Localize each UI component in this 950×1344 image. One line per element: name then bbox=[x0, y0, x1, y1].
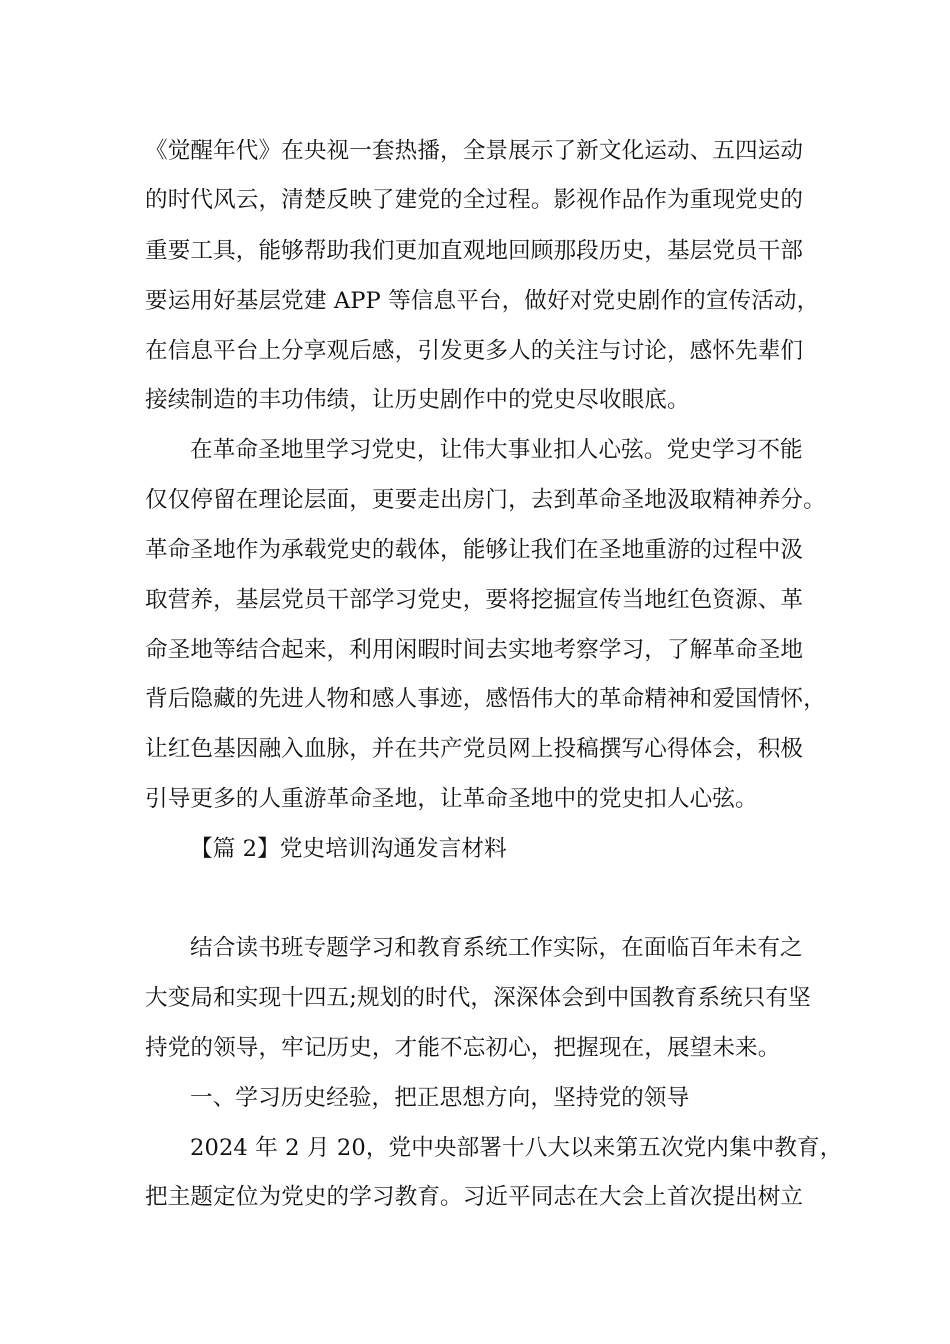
paragraph-1-line-6: 接续制造的丰功伟绩，让历史剧作中的党史尽收眼底。 bbox=[145, 387, 690, 413]
paragraph-3-line-3: 持党的领导，牢记历史，才能不忘初心，把握现在，展望未来。 bbox=[145, 1035, 781, 1061]
paragraph-2-line-6: 背后隐藏的先进人物和感人事迹，感悟伟大的革命精神和爱国情怀， bbox=[145, 686, 826, 712]
section-title: 【篇 2】党史培训沟通发言材料 bbox=[190, 836, 507, 862]
paragraph-1-line-5: 在信息平台上分享观后感，引发更多人的关注与讨论，感怀先辈们 bbox=[145, 338, 804, 364]
paragraph-3-line-2: 大变局和实现十四五;规划的时代，深深体会到中国教育系统只有坚 bbox=[145, 985, 811, 1011]
paragraph-1-line-3: 重要工具，能够帮助我们更加直观地回顾那段历史，基层党员干部 bbox=[145, 238, 804, 264]
paragraph-1-line-1: 《觉醒年代》在央视一套热播，全景展示了新文化运动、五四运动 bbox=[145, 138, 804, 164]
paragraph-2-line-1: 在革命圣地里学习党史，让伟大事业扣人心弦。党史学习不能 bbox=[190, 437, 803, 463]
paragraph-1-line-2: 的时代风云，清楚反映了建党的全过程。影视作品作为重现党史的 bbox=[145, 187, 804, 213]
paragraph-4-line-2: 把主题定位为党史的学习教育。习近平同志在大会上首次提出树立 bbox=[145, 1184, 804, 1210]
subheading-1: 一、学习历史经验，把正思想方向，坚持党的领导 bbox=[190, 1085, 690, 1111]
paragraph-2-line-4: 取营养，基层党员干部学习党史，要将挖掘宣传当地红色资源、革 bbox=[145, 587, 804, 613]
paragraph-2-line-5: 命圣地等结合起来，利用闲暇时间去实地考察学习，了解革命圣地 bbox=[145, 637, 804, 663]
paragraph-2-line-3: 革命圣地作为承载党史的载体，能够让我们在圣地重游的过程中汲 bbox=[145, 537, 804, 563]
paragraph-3-line-1: 结合读书班专题学习和教育系统工作实际，在面临百年未有之 bbox=[190, 935, 803, 961]
paragraph-4-line-1: 2024 年 2 月 20，党中央部署十八大以来第五次党内集中教育， bbox=[190, 1135, 843, 1161]
paragraph-2-line-2: 仅仅停留在理论层面，更要走出房门，去到革命圣地汲取精神养分。 bbox=[145, 487, 826, 513]
paragraph-2-line-7: 让红色基因融入血脉，并在共产党员网上投稿撰写心得体会，积极 bbox=[145, 736, 804, 762]
paragraph-2-line-8: 引导更多的人重游革命圣地，让革命圣地中的党史扣人心弦。 bbox=[145, 786, 758, 812]
paragraph-1-line-4: 要运用好基层党建 APP 等信息平台，做好对党史剧作的宣传活动， bbox=[145, 288, 820, 314]
